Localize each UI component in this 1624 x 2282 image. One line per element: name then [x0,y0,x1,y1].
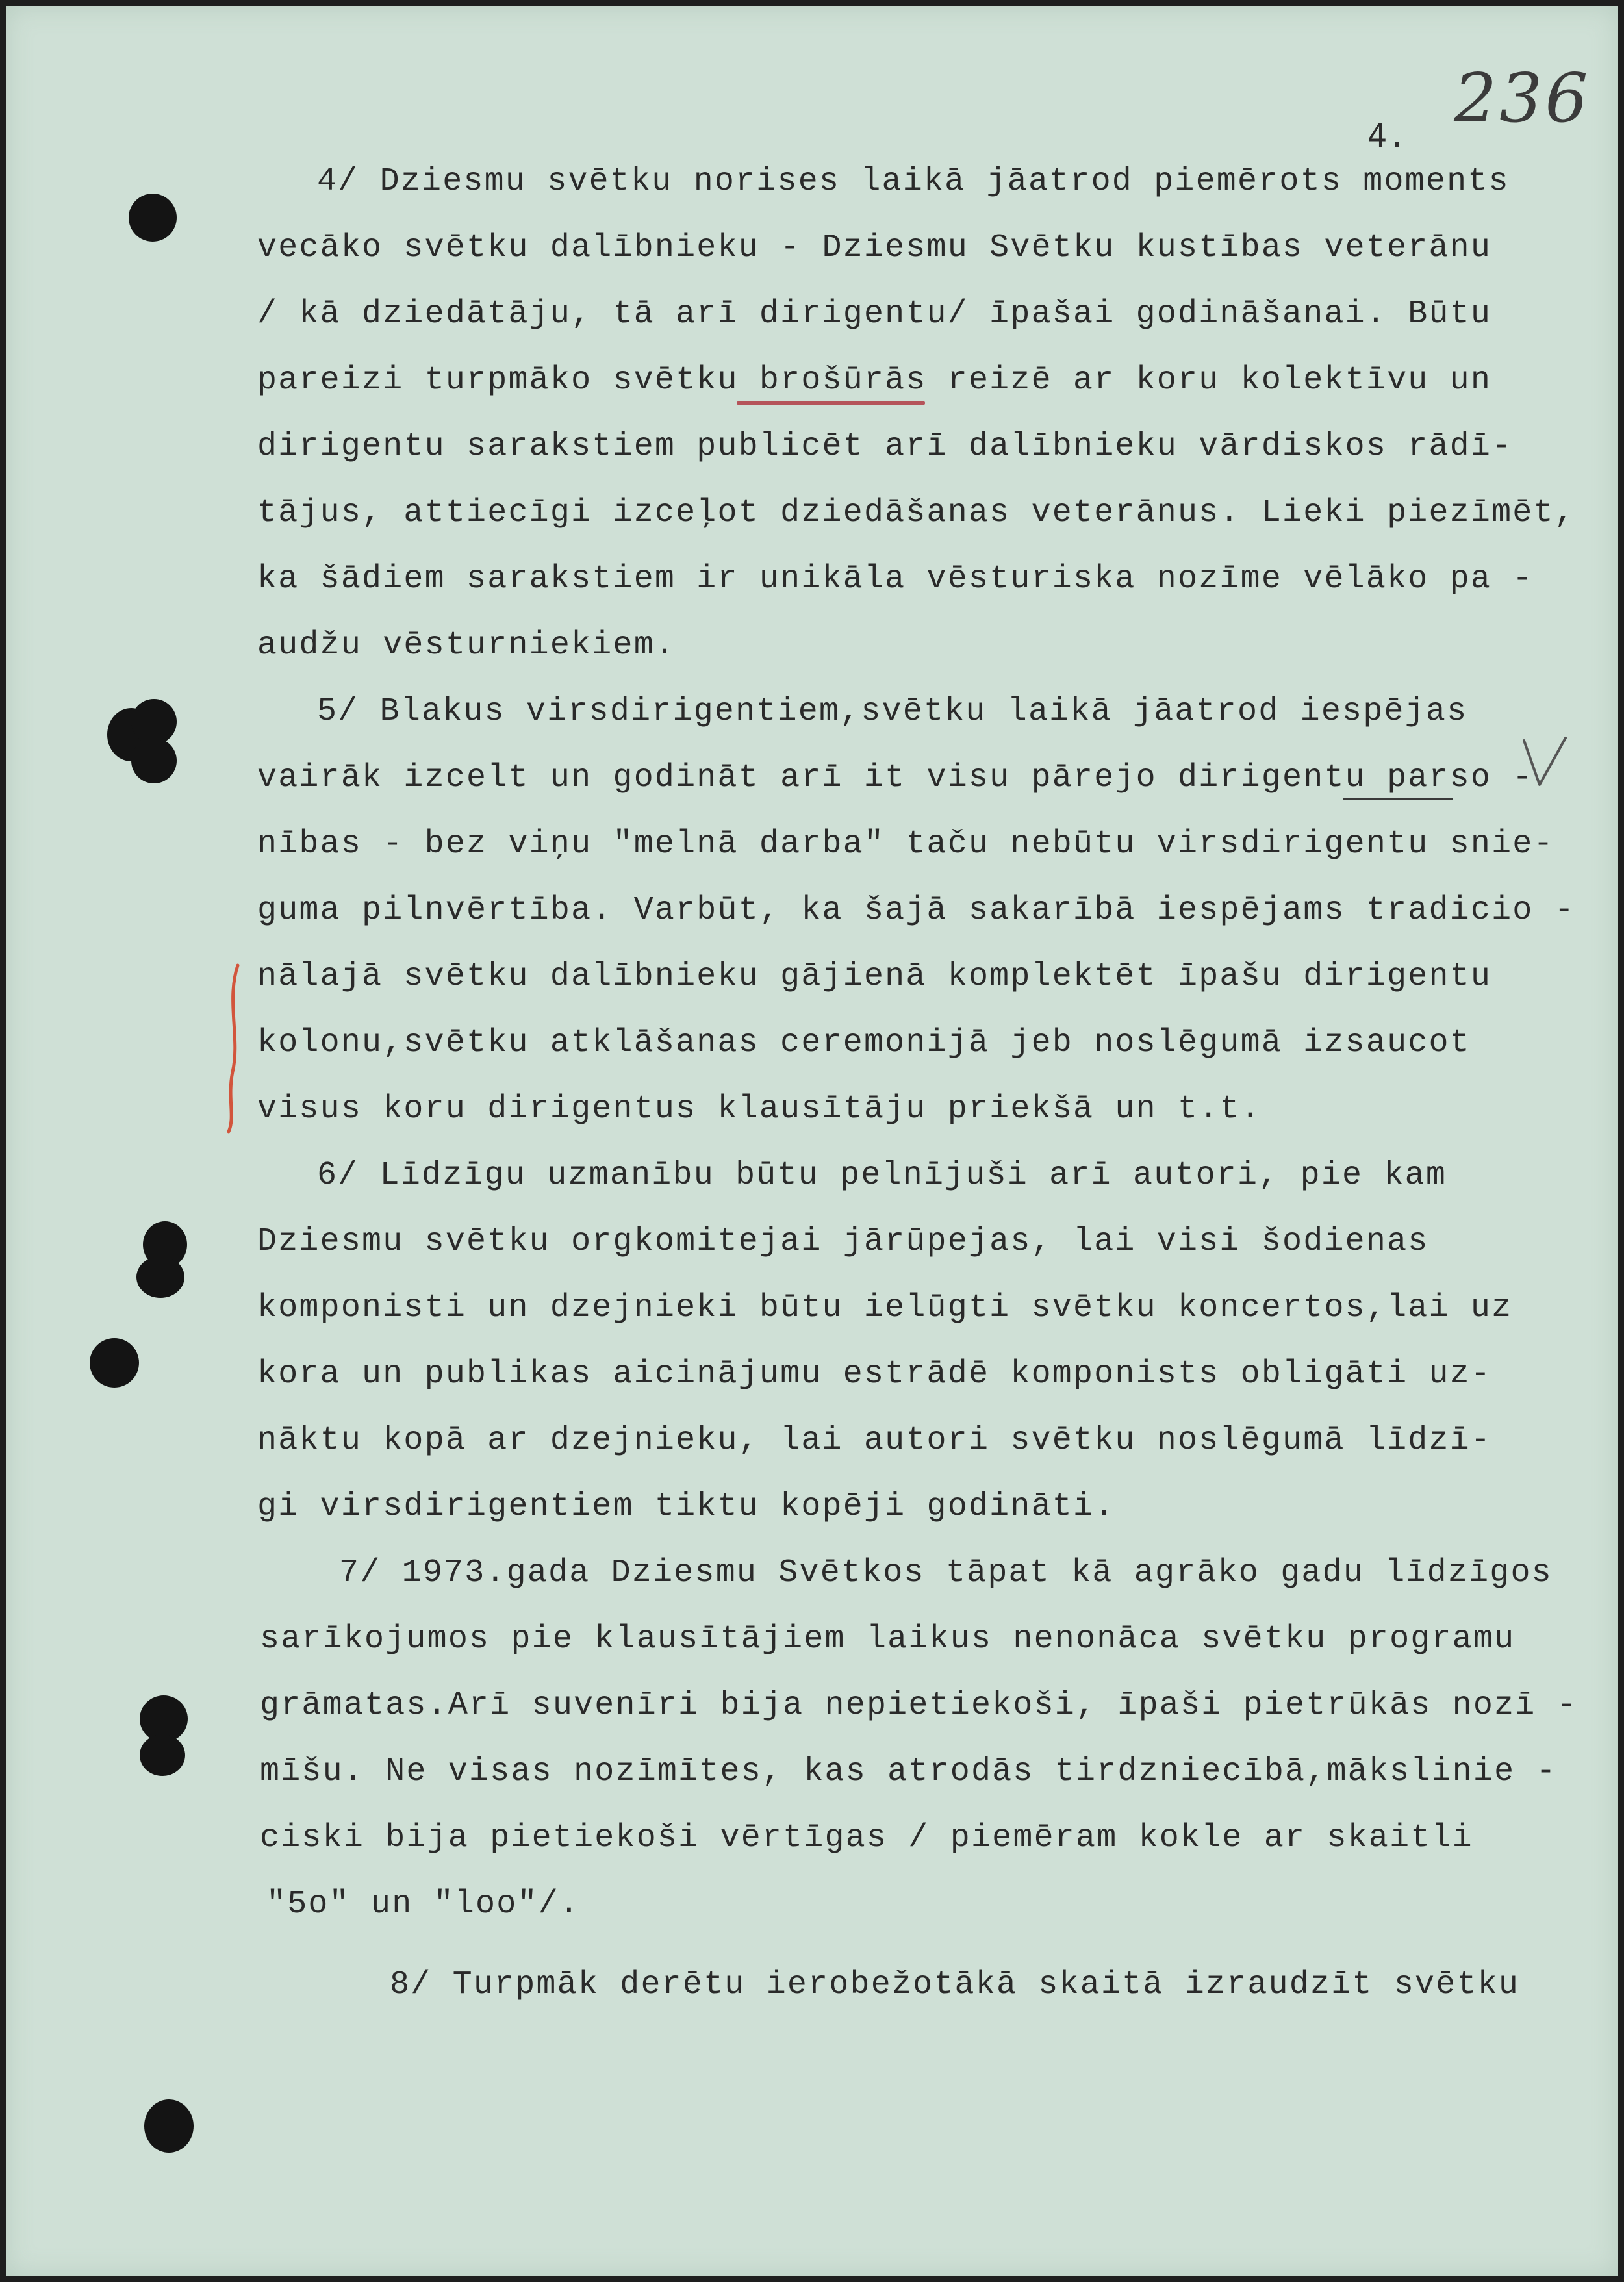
page-number: 4. [1367,117,1407,155]
text-line: sarīkojumos pie klausītājiem laikus nenonāca svētku programu [260,1621,1516,1658]
text-line: Dziesmu svētku orgkomitejai jārūpejas, lai visi šodienas [257,1223,1429,1260]
text-line: nības - bez viņu "melnā darba" taču nebūtu virsdirigentu snie- [257,826,1554,863]
red-margin-bracket-mark [221,961,247,1137]
text-line: ka šādiem sarakstiem ir unikāla vēsturiska nozīme vēlāko pa - [257,561,1534,598]
text-line: kora un publikas aicinājumu estrādē komponists obligāti uz- [257,1356,1492,1393]
punch-hole [129,194,177,242]
text-line: guma pilnvērtība. Varbūt, ka šajā sakarībā iespējams tradicio - [257,892,1575,929]
text-line: mīšu. Ne visas nozīmītes, kas atrodās tirdzniecībā,mākslinie - [260,1753,1557,1790]
text-line: grāmatas.Arī suvenīri bija nepietiekoši, īpaši pietrūkās nozī - [260,1687,1578,1724]
text-line: nāktu kopā ar dzejnieku, lai autori svētku noslēgumā līdzī- [257,1422,1492,1459]
punch-hole [144,2099,194,2153]
punch-hole [140,1734,185,1776]
text-line: 8/ Turpmāk derētu ierobežotākā skaitā izraudzīt svētku [390,1966,1520,2003]
text-line: ciski bija pietiekoši vērtīgas / piemēram kokle ar skaitli [260,1819,1473,1857]
punch-hole [90,1338,139,1388]
text-line: vairāk izcelt un godināt arī it visu pārejo dirigentu parso - [257,759,1534,796]
red-underline-mark [737,401,925,405]
archive-folio-number: 236 [1454,58,1591,138]
text-line: 7/ 1973.gada Dziesmu Svētkos tāpat kā agrāko gadu līdzīgos [339,1554,1553,1591]
text-line: / kā dziedātāju, tā arī dirigentu/ īpašai godināšanai. Būtu [257,296,1492,333]
text-line: visus koru dirigentus klausītāju priekšā un t.t. [257,1091,1262,1128]
text-line: audžu vēsturniekiem. [257,627,676,664]
text-line: tājus, attiecīgi izceļot dziedāšanas veterānus. Lieki piezīmēt, [257,494,1575,531]
text-line: gi virsdirigentiem tiktu kopēji godināti. [257,1488,1115,1525]
text-line: dirigentu sarakstiem publicēt arī dalībnieku vārdiskos rādī- [257,428,1513,465]
text-line: pareizi turpmāko svētku brošūrās reizē ar koru kolektīvu un [257,362,1492,399]
text-line: komponisti un dzejnieki būtu ielūgti svētku koncertos,lai uz [257,1289,1513,1326]
text-line: vecāko svētku dalībnieku - Dziesmu Svētku kustības veterānu [257,229,1492,266]
text-line: kolonu,svētku atklāšanas ceremonijā jeb noslēgumā izsaucot [257,1024,1471,1061]
typed-underline [1343,798,1453,800]
text-line: "5o" un "loo"/. [266,1886,581,1923]
pencil-check-icon [1520,734,1572,792]
text-line: 6/ Līdzīgu uzmanību būtu pelnījuši arī autori, pie kam [317,1157,1447,1194]
punch-hole [136,1256,184,1298]
text-line: 5/ Blakus virsdirigentiem,svētku laikā jāatrod iespējas [317,693,1468,730]
punch-hole [131,738,177,783]
document-page [6,6,1618,2276]
text-line: 4/ Dziesmu svētku norises laikā jāatrod piemērots moments [317,163,1510,200]
text-line: nālajā svētku dalībnieku gājienā komplektēt īpašu dirigentu [257,958,1492,995]
